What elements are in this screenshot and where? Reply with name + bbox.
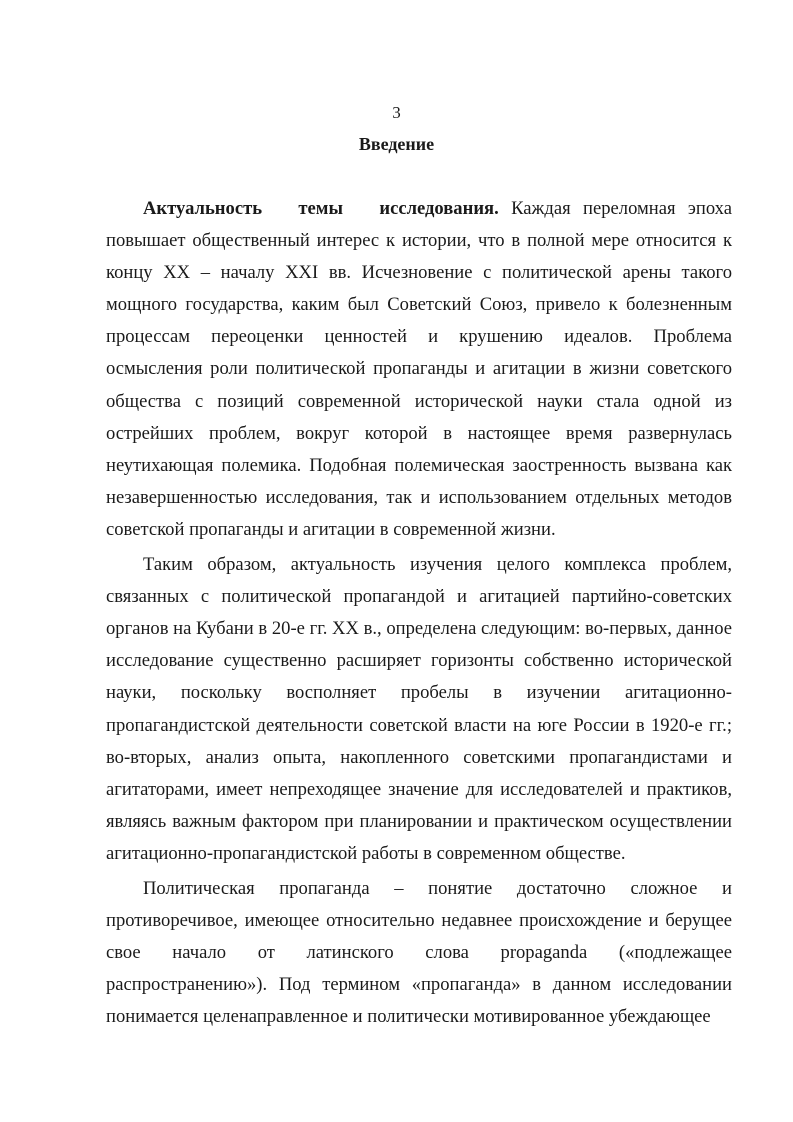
page-number: 3 (392, 103, 401, 122)
paragraph-text: Каждая переломная эпоха повышает общественный интерес к истории, что в полной мере относится к концу XX – началу XXI вв. Исчезновение с политической арены такого мощного государства, каким был Советский Союз, привело к болезненным процессам переоценки ценностей и крушению идеалов. Проблема осмысления роли политической пропаганды и агитации в жизни советского общества с позиций современной исторической науки стала одной из острейших проблем, вокруг которой в настоящее время развернулась неутихающая полемика. Подобная полемическая заостренность вызвана как незавершенностью исследования, так и использованием отдельных методов советской пропаганды и агитации в современной жизни. (106, 198, 732, 540)
paragraph-definition: Политическая пропаганда – понятие достаточно сложное и противоречивое, имеющее относительно недавнее происхождение и берущее свое начало от латинского слова propaganda («подлежащее распространению»). Под термином «пропаганда» в данном исследовании понимается целенаправленное и политически мотивированное убеждающее (106, 877, 732, 1028)
paragraph-relevance (106, 193, 732, 546)
paragraph-lead: Актуальность темы исследования. (143, 198, 499, 219)
section-heading: Введение (358, 134, 435, 154)
paragraph-summary: Таким образом, актуальность изучения целого комплекса проблем, связанных с политической пропагандой и агитацией партийно-советских органов на Кубани в 20-е гг. XX в., определена следующим: во-первых, данное исследование существенно расширяет горизонты собственно исторической науки, поскольку восполняет пробелы в изучении агитационно-пропагандистской деятельности советской власти на юге России в 1920-е гг.; во-вторых, анализ опыта, накопленного советскими пропагандистами и агитаторами, имеет непреходящее значение для исследователей и практиков, являясь важным фактором при планировании и практическом осуществлении агитационно-пропагандистской работы в современном обществе. (106, 554, 732, 864)
body-text (106, 193, 732, 1036)
